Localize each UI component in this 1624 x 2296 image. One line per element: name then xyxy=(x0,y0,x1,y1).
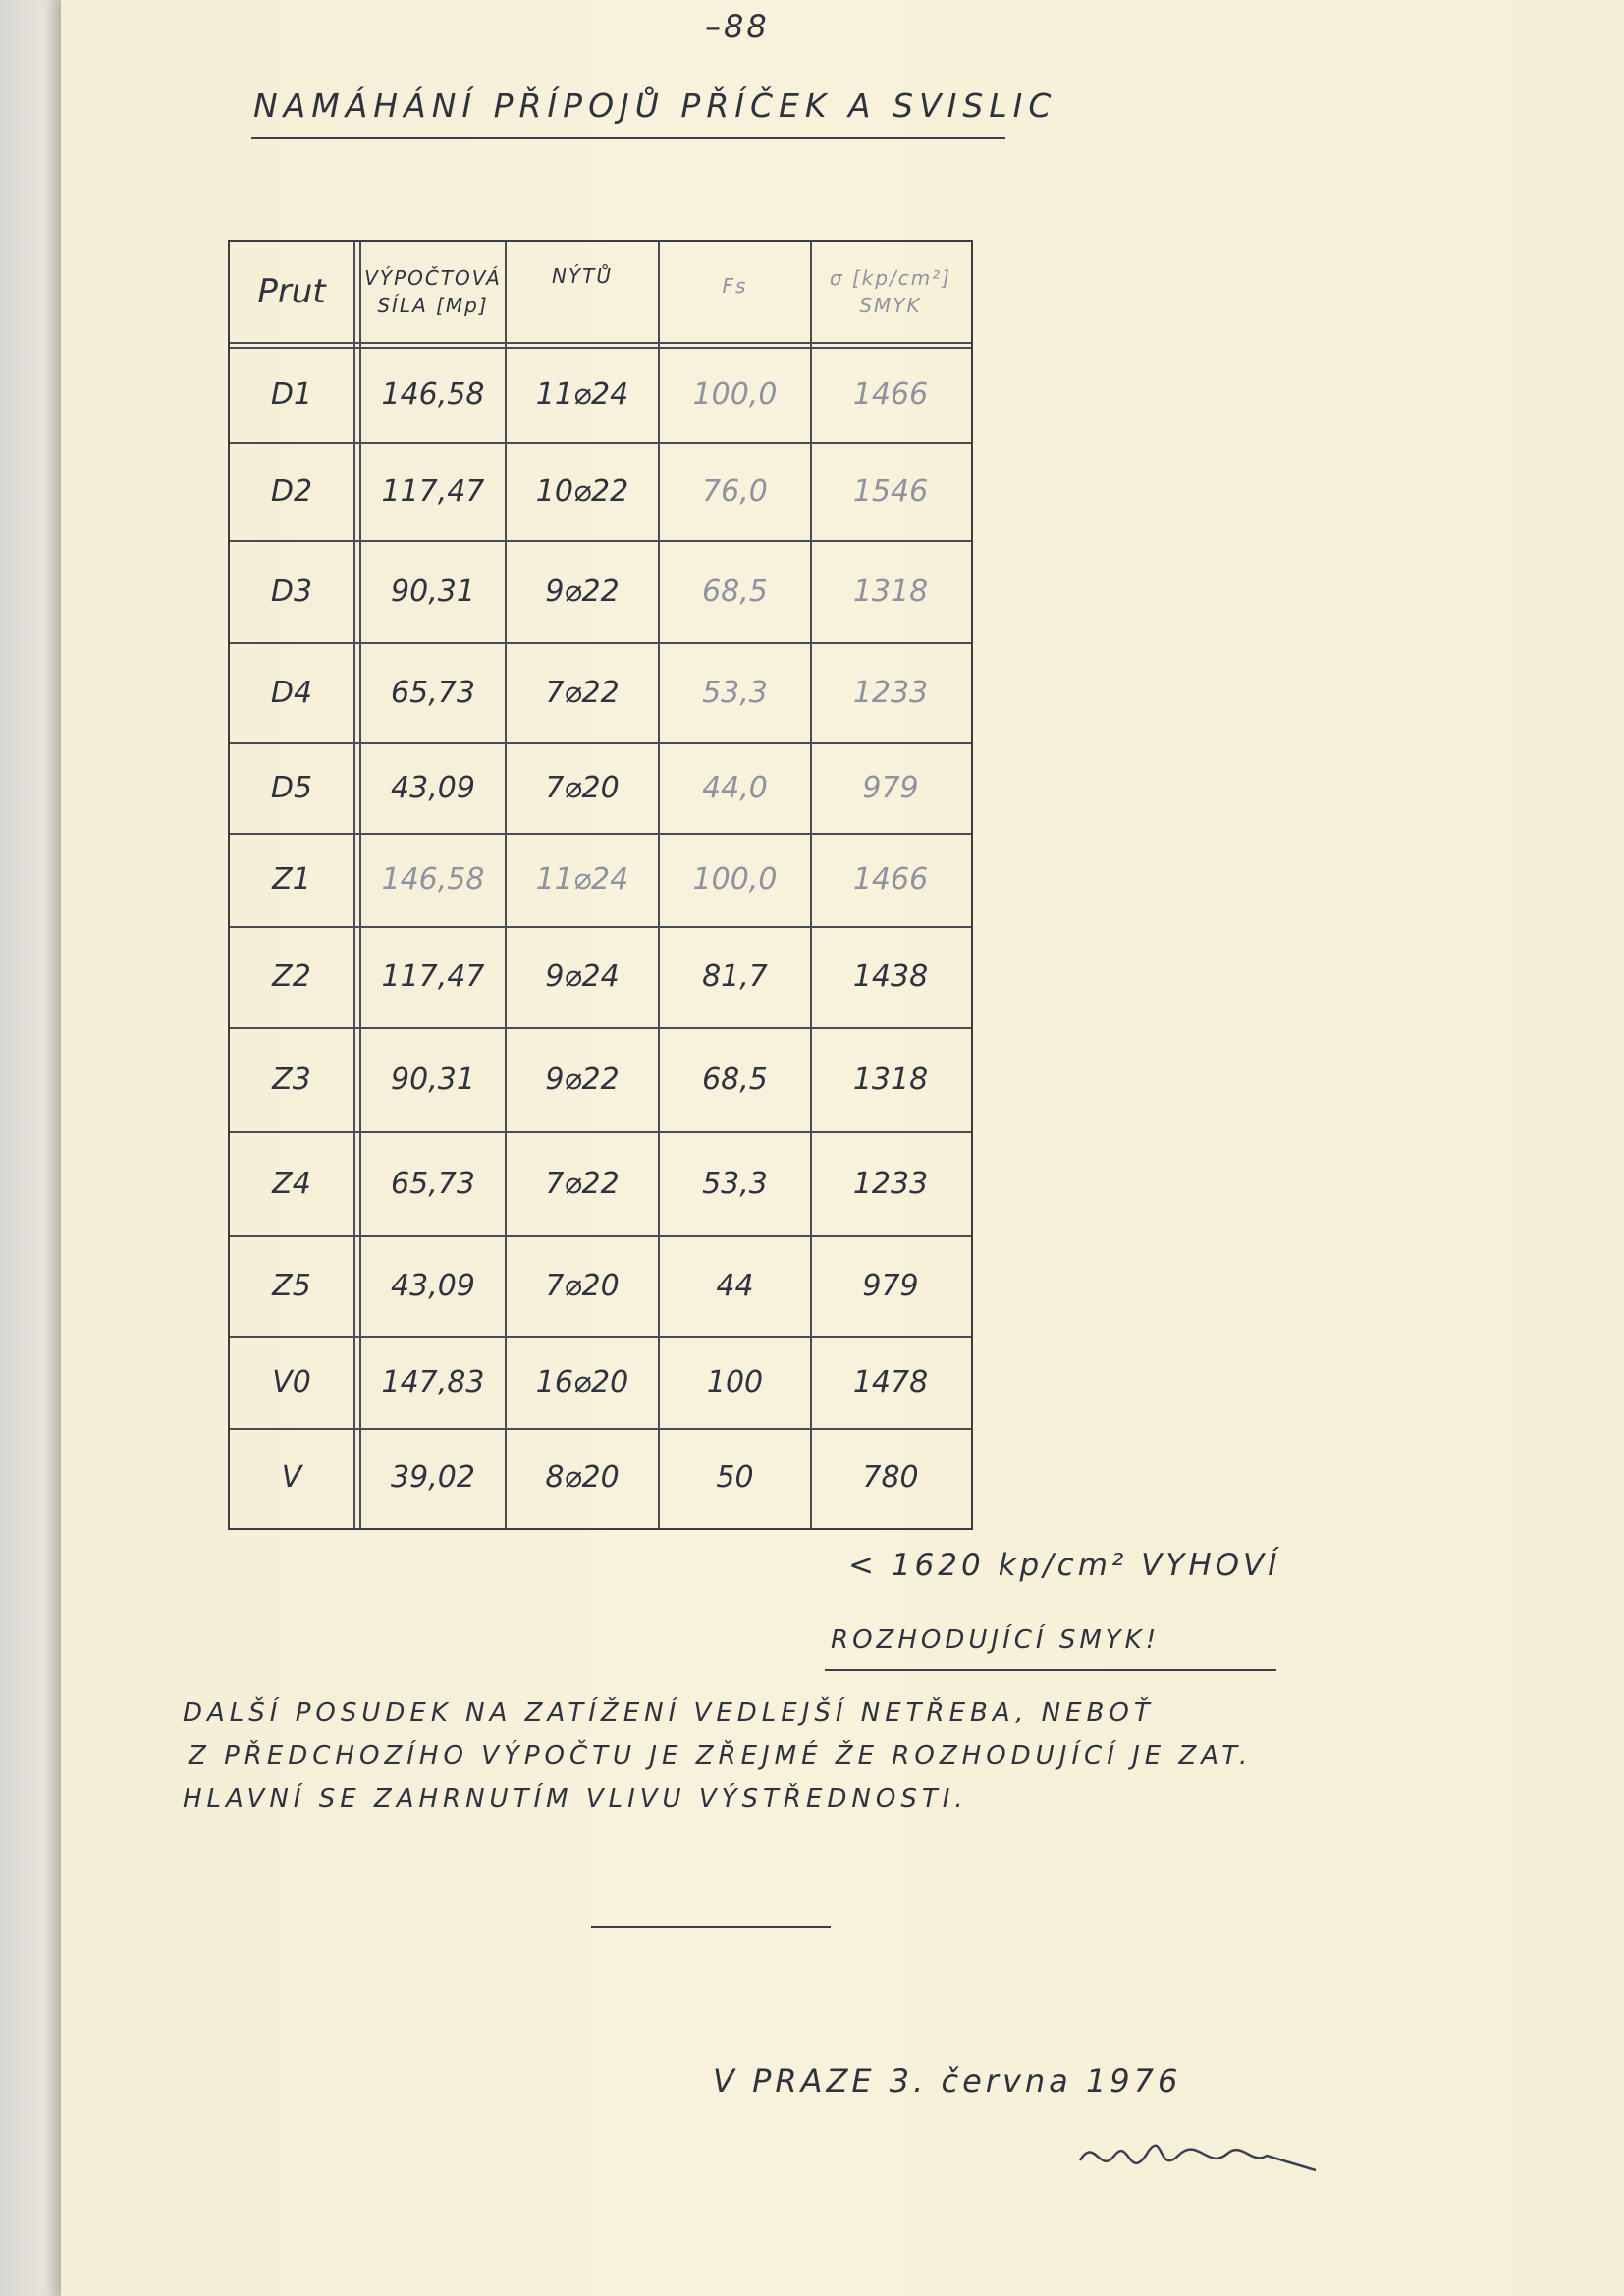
row-rivets: 16⌀20 xyxy=(535,1364,629,1399)
header-force: VÝPOČTOVÁ SÍLA [Mp] xyxy=(364,266,502,317)
row-member: Z1 xyxy=(272,862,311,897)
row-rivets: 11⌀24 xyxy=(535,377,629,411)
row-fs: 100,0 xyxy=(692,862,778,897)
row-fs: 81,7 xyxy=(702,959,768,994)
row-fs: 100,0 xyxy=(692,377,778,411)
row-member: D4 xyxy=(270,675,313,710)
header-fs: Fs xyxy=(722,274,748,298)
row-shear: 1438 xyxy=(852,959,929,994)
row-rivets: 7⌀20 xyxy=(545,1268,620,1303)
row-fs: 44,0 xyxy=(702,770,768,805)
row-fs: 68,5 xyxy=(702,1062,768,1097)
separator-line xyxy=(591,1926,831,1928)
header-prut: Prut xyxy=(257,272,326,311)
row-shear: 1546 xyxy=(852,473,929,509)
stress-table xyxy=(228,240,973,1530)
row-shear: 1478 xyxy=(852,1364,929,1399)
row-force: 146,58 xyxy=(381,377,485,411)
row-fs: 68,5 xyxy=(702,574,768,609)
row-shear: 1318 xyxy=(852,1062,929,1097)
binding-edge xyxy=(0,0,61,2296)
row-force: 43,09 xyxy=(391,770,475,805)
row-fs: 53,3 xyxy=(702,675,768,710)
row-force: 90,31 xyxy=(391,1062,475,1097)
row-rivets: 10⌀22 xyxy=(535,473,629,509)
row-fs: 76,0 xyxy=(702,473,768,509)
row-shear: 1233 xyxy=(852,675,929,710)
row-member: Z5 xyxy=(272,1268,311,1303)
row-shear: 1318 xyxy=(852,574,929,609)
row-member: Z4 xyxy=(272,1166,311,1201)
row-force: 39,02 xyxy=(391,1459,475,1495)
header-shear: σ [kp/cm²] SMYK xyxy=(829,266,952,317)
row-member: V0 xyxy=(272,1364,311,1399)
row-shear: 979 xyxy=(862,1268,919,1303)
row-member: D2 xyxy=(270,473,313,509)
header-rivets: NÝTŮ xyxy=(551,264,614,288)
row-fs: 100 xyxy=(706,1364,764,1399)
limit-note: < 1620 kp/cm² VYHOVÍ xyxy=(848,1548,1281,1583)
row-rivets: 9⌀22 xyxy=(545,574,620,609)
conclusion-paragraph xyxy=(183,1691,1459,1821)
row-shear: 1466 xyxy=(852,862,929,897)
title-underline xyxy=(251,137,1005,139)
row-force: 43,09 xyxy=(391,1268,475,1303)
paragraph-line: HLAVNÍ SE ZAHRNUTÍM VLIVU VÝSTŘEDNOSTI. xyxy=(183,1784,968,1814)
row-force: 146,58 xyxy=(381,862,485,897)
paragraph-line: Z PŘEDCHOZÍHO VÝPOČTU JE ZŘEJMÉ ŽE ROZHODUJÍCÍ JE ZAT. xyxy=(189,1741,1253,1771)
row-member: D5 xyxy=(270,770,313,805)
row-fs: 50 xyxy=(716,1459,754,1495)
row-member: D3 xyxy=(270,574,313,609)
row-rivets: 8⌀20 xyxy=(545,1459,620,1495)
row-shear: 1233 xyxy=(852,1166,929,1201)
paragraph-line: DALŠÍ POSUDEK NA ZATÍŽENÍ VEDLEJŠÍ NETŘEBA, NEBOŤ xyxy=(183,1698,1155,1727)
row-force: 117,47 xyxy=(381,959,485,994)
row-rivets: 9⌀22 xyxy=(545,1062,620,1097)
row-member: V xyxy=(281,1459,302,1495)
row-rivets: 7⌀20 xyxy=(545,770,620,805)
row-force: 117,47 xyxy=(381,473,485,509)
row-rivets: 7⌀22 xyxy=(545,675,620,710)
row-shear: 780 xyxy=(862,1459,919,1495)
row-force: 90,31 xyxy=(391,574,475,609)
row-member: Z2 xyxy=(272,959,311,994)
row-force: 65,73 xyxy=(391,1166,475,1201)
row-fs: 44 xyxy=(716,1268,754,1303)
place-date: V PRAZE 3. června 1976 xyxy=(713,2062,1182,2100)
decision-note: ROZHODUJÍCÍ SMYK! xyxy=(831,1625,1161,1655)
row-force: 147,83 xyxy=(381,1364,485,1399)
row-member: D1 xyxy=(270,377,313,411)
signature xyxy=(1070,2116,1326,2195)
page-number: –88 xyxy=(705,8,770,45)
row-fs: 53,3 xyxy=(702,1166,768,1201)
decision-underline xyxy=(825,1669,1276,1671)
row-rivets: 11⌀24 xyxy=(535,862,629,897)
row-shear: 979 xyxy=(862,770,919,805)
row-member: Z3 xyxy=(272,1062,311,1097)
row-rivets: 9⌀24 xyxy=(545,959,620,994)
page-title: NAMÁHÁNÍ PŘÍPOJŮ PŘÍČEK A SVISLIC xyxy=(253,86,1057,125)
row-force: 65,73 xyxy=(391,675,475,710)
row-rivets: 7⌀22 xyxy=(545,1166,620,1201)
row-shear: 1466 xyxy=(852,377,929,411)
